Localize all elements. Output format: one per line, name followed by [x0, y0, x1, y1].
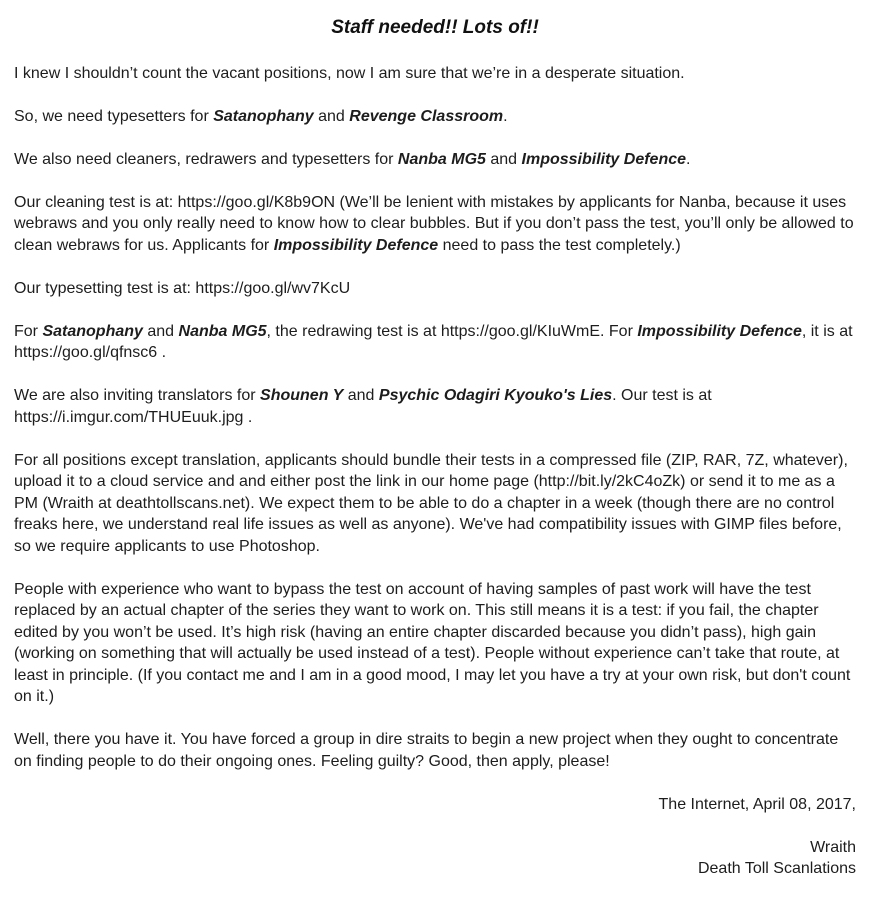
text-run: need to pass the test completely.) [438, 236, 681, 254]
document-title: Staff needed!! Lots of!! [331, 17, 539, 38]
paragraph [14, 63, 856, 85]
text-run: So, we need typesetters for [14, 107, 214, 125]
paragraph [14, 278, 856, 300]
dateline: The Internet, April 08, 2017, [658, 795, 856, 813]
series-title: Impossibility Defence [637, 322, 802, 340]
text-run: . [686, 150, 691, 168]
text-run: and [343, 387, 379, 404]
text-run: People with experience who want to bypass the test on account of having samples of past work will have the test replaced by an actual chapter of the series they want to work on. This still means it is a test: if you fail, the chapter edited by you won’t be used. It’s high risk (having an entire chapter discarded because you didn’t pass), high gain (working on something that will actually be used instead of a test). People without experience can’t take that route, at least in principle. (If you contact me and I am in a good mood, I may let you have a try at your own risk, but don't count on it.) [14, 580, 851, 705]
series-title: Satanophany [213, 107, 314, 125]
text-run: . Our test is at https://i.imgur.com/THUEuuk.jpg . [14, 387, 712, 426]
paragraph [14, 106, 856, 128]
text-run: and [485, 150, 522, 168]
series-title: Psychic Odagiri Kyouko's Lies [378, 387, 613, 404]
text-run: Well, there you have it. You have forced a group in dire straits to begin a new project when they ought to concentrate on finding people to do their ongoing ones. Feeling guilty? Good, then apply, please! [14, 731, 839, 770]
text-run: , the redrawing test is at https://goo.gl/KIuWmE. For [266, 322, 638, 340]
signature-name: Wraith [810, 838, 856, 856]
series-title: Nanba MG5 [397, 150, 486, 168]
paragraph [14, 321, 856, 364]
text-run: For all positions except translation, applicants should bundle their tests in a compressed file (ZIP, RAR, 7Z, whatever), upload it to a cloud service and and either post the link in our home page (http://bit.ly/2kC4oZk) or send it to me as a PM (Wraith at deathtollscans.net). We expect them to be able to do a chapter in a week (though there are no control freaks here, we understand real life issues as well as anyone). We've had compatibility issues with GIMP files before, so we require applicants to use Photoshop. [14, 451, 848, 555]
signature-group: Death Toll Scanlations [697, 860, 856, 877]
text-run: and [313, 107, 350, 125]
paragraph [14, 450, 856, 558]
text-run: , it is at https://goo.gl/qfnsc6 . [14, 322, 853, 361]
series-title: Satanophany [42, 322, 143, 340]
paragraph [14, 729, 856, 772]
series-title: Shounen Y [260, 387, 344, 404]
series-title: Impossibility Defence [273, 236, 439, 254]
series-title: Impossibility Defence [521, 150, 687, 168]
text-run: . [503, 107, 508, 125]
series-title: Nanba MG5 [178, 322, 267, 340]
text-run: Our cleaning test is at: https://goo.gl/K8b9ON (We’ll be lenient with mistakes by applicants for Nanba, because it uses webraws and you only really need to know how to clear bubbles. But if you don’t pass the test, you’ll only be allowed to clean webraws for us. Applicants for [14, 193, 854, 254]
paragraph [14, 192, 856, 257]
text-run: We also need cleaners, redrawers and typesetters for [14, 150, 398, 168]
series-title: Revenge Classroom [349, 107, 504, 125]
document [0, 15, 870, 897]
text-run: We are also inviting translators for [14, 387, 261, 404]
document-body [14, 63, 856, 773]
paragraph [14, 579, 856, 708]
text-run: Our typesetting test is at: https://goo.gl/wv7KcU [14, 279, 351, 297]
text-run: I knew I shouldn’t count the vacant positions, now I am sure that we’re in a desperate situation. [14, 64, 685, 82]
paragraph [14, 149, 856, 171]
signoff [14, 794, 856, 880]
text-run: and [142, 322, 179, 340]
paragraph [14, 385, 856, 428]
text-run: For [14, 322, 43, 340]
